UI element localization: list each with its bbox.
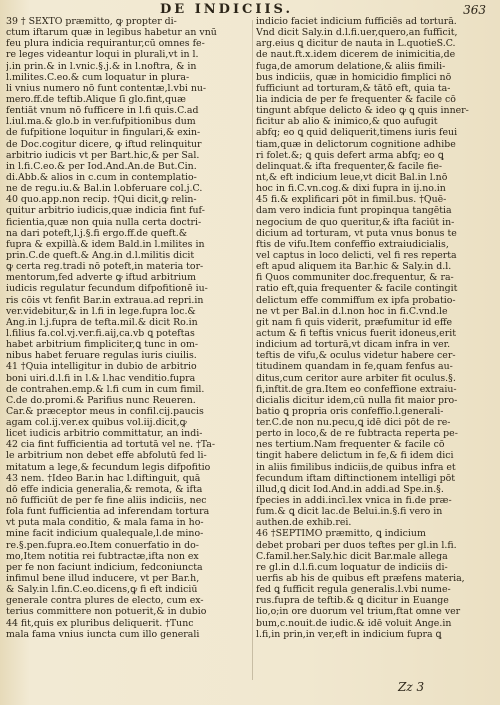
text-line: mero.ff.de teftib.Alique ſi glo.fint,quæ (6, 93, 186, 105)
text-line: iudicis regulatur fecundum difpofitionē iu- (6, 283, 208, 295)
text-line: de fufpitione loquitur in fingulari,& exin- (6, 127, 201, 139)
text-line: fi Quos communiter doc.frequentur, & ra- (256, 272, 454, 284)
running-title: DE INDICIIS. (160, 2, 293, 17)
text-line: ne vt per Bal.in d.l.non hoc in fi.C.vnd.le (256, 305, 448, 317)
text-line: ꝙ certa reg.tradi nō poteft,in materia tor- (6, 261, 204, 273)
text-line: actum & fi teftis vnicus fuerit idoneus,erit (256, 327, 456, 339)
text-line: le arbitrium non debet effe abfolutū fed li- (6, 450, 207, 462)
text-line: C.famil.her.Saly.hic dicit Bar.male allega (256, 550, 448, 562)
text-line: re gl.in d.l.fi.cum loquatur de indiciis di- (256, 561, 448, 573)
text-line: lio,o;in ore duorum vel trium,ftat omne ver (256, 606, 461, 618)
text-line: bum,c.nouit.de iudic.& idē voluit Ange.in (256, 617, 452, 629)
text-line: lia indicia de per fe frequenter & facile cō (256, 93, 456, 105)
text-line: dam vero indicia funt propinqua tangētia (256, 205, 452, 217)
text-line: fuga,de amorum delatione,& aliis fimili- (256, 60, 446, 72)
text-line: ctum iftarum quæ in legibus habetur an vnū (6, 27, 217, 39)
text-line: teftis de vifu,& oculus videtur habere cer- (256, 350, 456, 362)
text-line: nō fufficiūt de per fe fine aliis indiciis, nec (6, 495, 207, 507)
text-line: boni uiri.d.l.fi in l.& l.hac venditio.fupra (6, 372, 196, 384)
text-line: terius committere non potuerit,& in dubio (6, 606, 207, 618)
text-line: fpecies in addi.incī.lex vnica in fi.de præ- (256, 495, 452, 507)
text-line: 43 nem. †Ideo Bar.in hac l.diftinguit, quā (6, 472, 201, 484)
text-line: negocium de quo queritur,& ifta faciūt in- (256, 216, 455, 228)
text-line: l.fi,in prin,in ver,eft in indicium fupra ꝗ (256, 628, 442, 640)
left-text-column (6, 16, 250, 640)
text-line: 45 fi.& explificari pōt in fimil.bus. †Quē- (256, 194, 447, 206)
text-line: mitatum a lege,& fecundum legis difpofitio (6, 461, 211, 473)
text-line: hoc in fi.C.vn.cog.& dixi fupra in ij.no.in (256, 183, 446, 195)
text-line: authen.de exhib.rei. (256, 517, 352, 529)
text-line: fola funt fufficientia ad inferendam tortura (6, 506, 210, 518)
text-line: arg.eius ꝗ dicitur de nauta in L.quotieS.C. (256, 38, 456, 50)
text-line: arbitrio iudicis vt per Bart.hic,& per Sal. (6, 149, 200, 161)
text-line: git nam fi quis viderit, præfumitur id effe (256, 316, 453, 328)
text-line: mentorum,fed adverte ꝙ iftud arbitrium (6, 272, 197, 284)
text-line: vel captus in loco delicti, vel fi res reperta (256, 249, 457, 261)
text-line: 44 fit,quis ex pluribus deliquerit. †Tunc (6, 617, 194, 629)
text-line: ficientia,quæ non quia nulla certa doctri- (6, 216, 202, 228)
text-line: 41 †Quia intelligitur in dubio de arbitrio (6, 361, 197, 373)
text-line: tiam,quæ in delictorum cognitione adhibe (256, 138, 456, 150)
text-line: C.de do.promi.& Parifius nunc Reueren. (6, 394, 196, 406)
text-line: & Saly.in l.fin.C.eo.dicens,ꝙ fi eft indiciū (6, 584, 198, 596)
text-line: delinquat.& ifta frequenter,& facile fie- (256, 160, 443, 172)
text-line: de contrahen.emp.& l.fi cum in cum fimil. (6, 383, 205, 395)
text-line: ficitur ab alio & inimico,& quo aufugit (256, 116, 438, 128)
text-line: ris cōis vt fenfit Bar.in extraua.ad repri.in (6, 294, 204, 306)
text-line: ri folet.&; ꝗ quis defert arma abfq; eo ꝗ (256, 149, 444, 161)
text-line: ftis de vifu.Item confeffio extraiudicialis, (256, 238, 449, 250)
column-divider (252, 20, 253, 680)
signature-mark: Zz 3 (398, 680, 425, 694)
text-line: ne de regu.iu.& Bal.in l.obferuare col.j.C. (6, 183, 203, 195)
text-line: rus.fupra de teftib.& ꝗ dicitur in Euange (256, 595, 449, 607)
text-line: fum.& ꝗ dicit lac.de Belui.in.§.fi vero in (256, 506, 443, 518)
text-line: nt,& eft indicium leue,vt dicit Bal.in l.nō (256, 171, 448, 183)
text-line: quitur arbitrio iudicis,quæ indicia fint fuf- (6, 205, 205, 217)
text-line: debet probari per duos teftes per gl.in l.fi. (256, 539, 457, 551)
text-line: nibus habet feruare regulas iuris ciuilis. (6, 350, 197, 362)
text-line: fupra & expillà.& idem Bald.in l.milites in (6, 238, 205, 250)
text-line: l.filius fa.col.vj.ver.fi.aij,ca.vb ꝗ poteftas (6, 327, 195, 339)
text-line: feu plura indicia requirantur,cū omnes fe- (6, 38, 205, 50)
right-text-column (256, 16, 494, 640)
text-line: titudinem quandam in fe,quam fenfus au- (256, 361, 453, 373)
text-line: ditus,cum ceritor aure arbiter fit oculus.§. (256, 372, 456, 384)
text-line: dō effe indicia generalia,& remota, & ifta (6, 483, 203, 495)
text-line: re.§.pen.fupra.eo.Item conuerfatio in do- (6, 539, 199, 551)
text-line: per fe non faciunt indicium, fedconiuncta (6, 561, 203, 573)
text-line: dicialis dicitur idem,cū nulla fit maior pro- (256, 394, 458, 406)
text-line: illud,ꝗ dicit Iod.And.in addi.ad Spe.in.§. (256, 483, 444, 495)
text-line: fi,inftit.de gra.Item eo confeffione extraiu- (256, 383, 457, 395)
text-line: indicio faciet indicium fufficiēs ad torturā. (256, 16, 457, 27)
text-line: indicium ad torturā,vt dicam infra in ver. (256, 339, 451, 351)
text-line: 46 †SEPTIMO præmitto, ꝗ indicium (256, 528, 426, 540)
text-line: mine facit indicium qualequale,l.de mino- (6, 528, 204, 540)
text-line: de Doc.cogitur dicere, ꝙ iftud relinquitur (6, 138, 202, 150)
page-number: 363 (463, 3, 486, 17)
text-line: li vnius numero nō funt contentæ,l.vbi nu- (6, 82, 207, 94)
text-line: mo,Item notitia rei fubtractæ,ifta non ex (6, 550, 199, 562)
text-line: in l.fi.C.eo.& per Iod.And.An.de But.Cin. (6, 160, 197, 172)
text-line: j.in prin.& in l.vnic.§.j.& in l.noftra, & in (6, 60, 197, 72)
text-line: ratio eft,quia frequenter & facile contingit (256, 283, 458, 295)
text-line: Car.& præceptor meus in confil.cij.paucis (6, 405, 204, 417)
text-line: re leges videantur loqui in plurali,vt in l. (6, 49, 199, 61)
text-line: fecundum iftam diftinctionem intelligi pōt (256, 472, 456, 484)
text-line: ver.videbitur,& in l.fi in lege.fupra loc.& (6, 305, 196, 317)
text-line: batio ꝗ propria oris confeffio.l.generali- (256, 405, 444, 417)
text-line: tingit habere delictum in fe,& fi idem dici (256, 450, 454, 462)
text-line: 39 † SEXTO præmitto, ꝙ propter di- (6, 16, 177, 27)
text-line: agam col.ij.ver.ex quibus vol.iij.dicit,ꝙ (6, 417, 187, 429)
text-line: mala fama vnius iuncta cum illo generali (6, 628, 200, 640)
text-line: di.Abb.& alios in c.cum in contemplatio- (6, 171, 197, 183)
text-line: Vnd dicit Saly.in d.l.fi.uer,quero,an fufficit, (256, 27, 458, 39)
text-line: fentiāt vnum nō fufficere in l.fi quis.C.ad (6, 105, 199, 117)
text-line: ter.C.de non nu.pecu,ꝗ idē dici pōt de re- (256, 417, 451, 429)
text-line: fufficiunt ad torturam,& tātō eft, quia ta- (256, 82, 451, 94)
text-line: generale contra plures de electo, cum ex- (6, 595, 204, 607)
text-line: eft apud aliquem ita Bar.hic & Saly.in d.l. (256, 261, 452, 273)
text-line: fed ꝗ fufficit regula generalis.l.vbi nume- (256, 584, 451, 596)
text-line: bus indiciis, quæ in homicidio fimplici nō (256, 71, 452, 83)
text-line: 40 quo.app.non recip. †Qui dicit,ꝙ relin- (6, 194, 197, 206)
text-line: prin.C.de queft.& Ang.in d.l.militis dicit (6, 249, 195, 261)
text-line: perto in loco,& de re fubtracta reperta pe- (256, 428, 458, 440)
text-line: habet arbitrium fimpliciter,ꝗ tunc in om- (6, 339, 199, 351)
text-line: dicium ad torturam, vt puta vnus bonus te (256, 227, 457, 239)
text-line: tingunt abfque delicto & ideo ꝙ ꝗ quis inner- (256, 105, 469, 117)
text-line: Ang.in l.j.fupra de tefta.mil.& dicit Ro.in (6, 316, 198, 328)
text-line: abfq; eo ꝗ quid deliquerit,timens iuris feui (256, 127, 458, 139)
text-line: in aliis fimilibus indiciis,de quibus infra et (256, 461, 456, 473)
text-line: licet iudicis arbitrio committatur, an indi- (6, 428, 203, 440)
text-line: delictum effe commiffum ex ipfa probatio- (256, 294, 456, 306)
text-line: l.iul.ma.& glo.b in ver.fufpitionibus dum (6, 116, 196, 128)
text-line: de naut.ft.x.idem dicerem de inimicitia,de (256, 49, 456, 61)
text-line: nes tertium.Nam frequenter & facile cō (256, 439, 445, 451)
text-line: 42 cia fint fufficientia ad tortutā vel ne. †Ta- (6, 439, 216, 451)
text-line: uerfis ab his de quibus eft præfens materia, (256, 573, 465, 585)
text-line: l.milites.C.eo.& cum loquatur in plura- (6, 71, 190, 83)
text-line: infimul bene illud inducere, vt per Bar.h, (6, 573, 200, 585)
text-line: na dari poteft,l.j.§.fi ergo.ff.de queft.& (6, 227, 188, 239)
text-line: vt puta mala conditio, & mala fama in ho- (6, 517, 204, 529)
